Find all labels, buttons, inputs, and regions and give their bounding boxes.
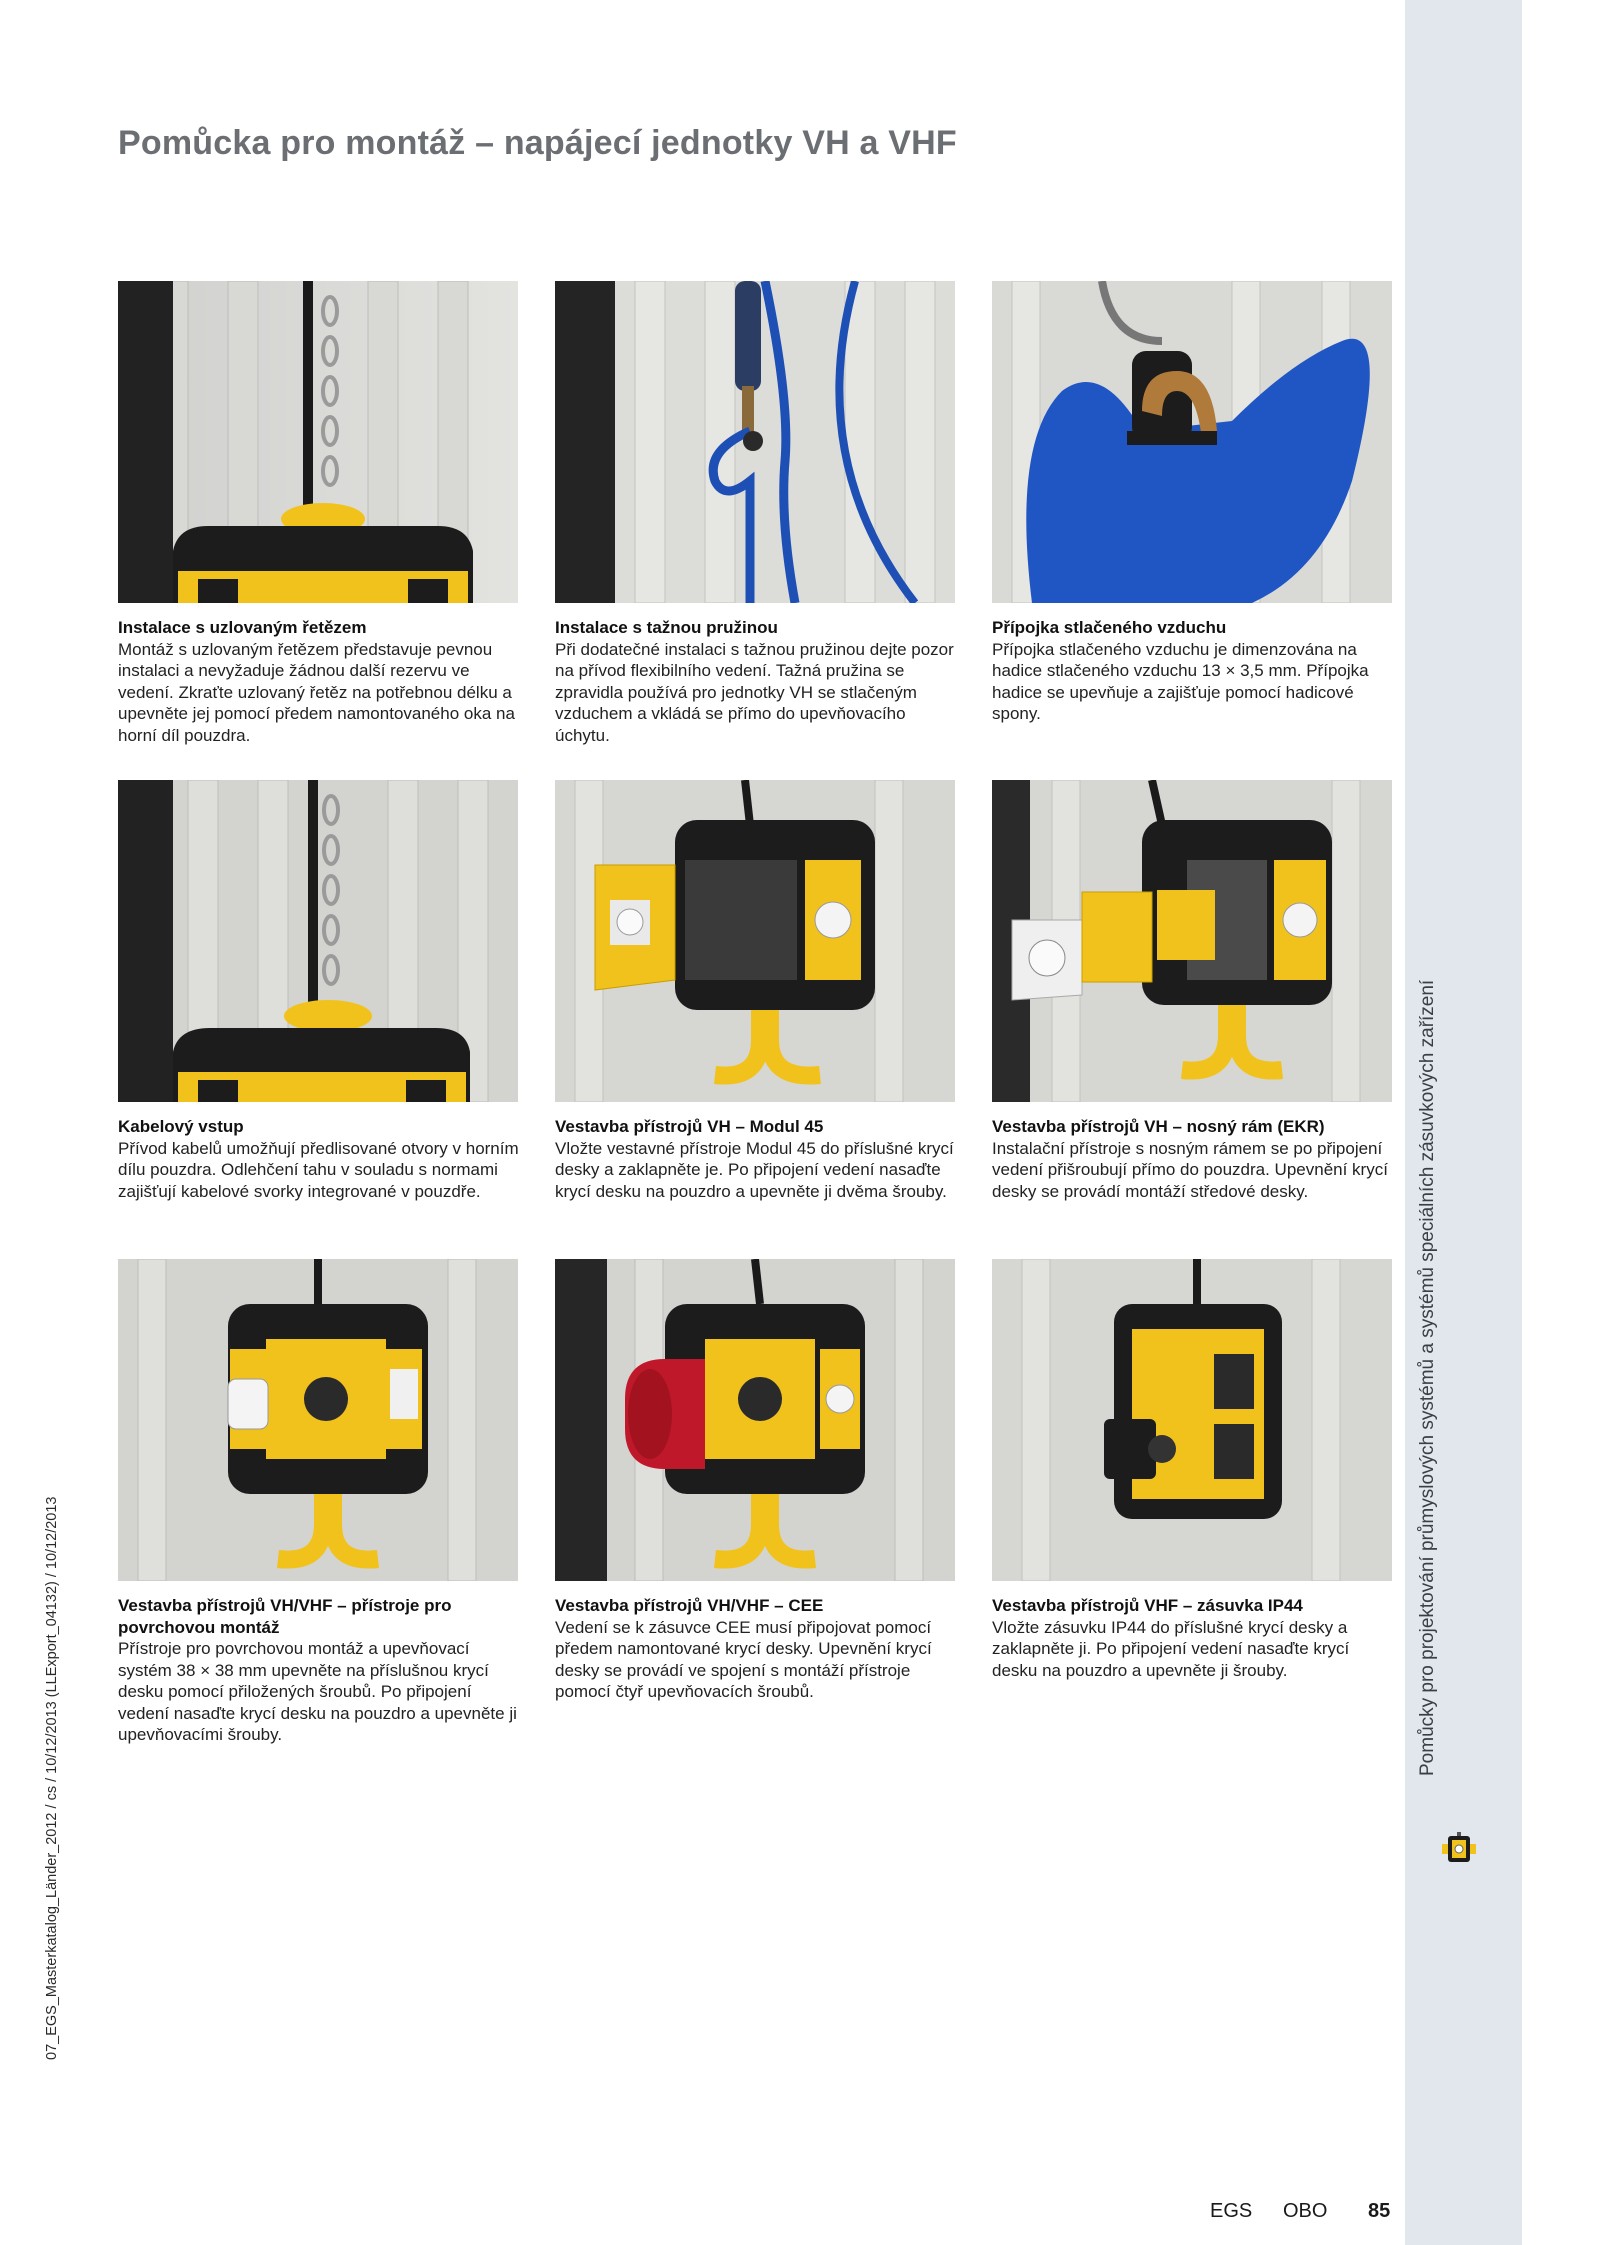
photo-knotted-chain [118,281,518,603]
photo-surface-mount [118,1259,518,1581]
photo-modul-45 [555,780,955,1102]
card-text: Montáž s uzlovaným řetězem představuje pevnou instalaci a nevyžaduje žádnou další rezervu ve vedení. Zkraťte uzlovaný řetěz na potřebnou délku a upevněte jej pomocí předem namontovaného oka na horní díl pouzdra. [118,639,515,745]
card-text: Při dodatečné instalaci s tažnou pružinou dejte pozor na přívod flexibilního vedení. Tažná pružina se zpravidla používá pro jednotky VH se stlačeným vzduchem a vkládá se přímo do upevňovacího úchytu. [555,639,954,745]
card-text: Přípojka stlačeného vzduchu je dimenzována na hadice stlačeného vzduchu 13 × 3,5 mm. Přípojka hadice se upevňuje a zajišťuje pomocí hadicové spony. [992,639,1369,723]
card-compressed-air [992,281,1394,725]
card-title: Vestavba přístrojů VHF – zásuvka IP44 [992,1596,1303,1615]
photo-compressed-air [992,281,1392,603]
footer-brand-egs: EGS [1210,2200,1253,2222]
card-cable-entry [118,780,520,1202]
document-meta: 07_EGS_Masterkatalog_Länder_2012 / cs / 10/12/2013 (LLExport_04132) / 10/12/2013 [44,1496,60,2060]
card-cee [555,1259,957,1703]
photo-ip44 [992,1259,1392,1581]
photo-support-frame [992,780,1392,1102]
photo-cee [555,1259,955,1581]
card-title: Instalace s uzlovaným řetězem [118,618,367,637]
card-title: Vestavba přístrojů VH – Modul 45 [555,1117,824,1136]
card-text: Vedení se k zásuvce CEE musí připojovat pomocí předem namontované krycí desky. Upevnění krycí desky se provádí ve spojení s montáží přístroje pomocí čtyř upevňovacích šroubů. [555,1617,932,1701]
card-title: Přípojka stlačeného vzduchu [992,618,1227,637]
page-title: Pomůcka pro montáž – napájecí jednotky VH a VHF [118,124,957,162]
card-title: Kabelový vstup [118,1117,244,1136]
card-title: Instalace s tažnou pružinou [555,618,778,637]
card-ip44 [992,1259,1394,1681]
card-title: Vestavba přístrojů VH/VHF – přístroje pro povrchovou montáž [118,1596,452,1637]
page-number: 85 [1368,2200,1391,2222]
card-text: Přívod kabelů umožňují předlisované otvory v horním dílu pouzdra. Odlehčení tahu v souladu s normami zajišťují kabelové svorky integrované v pouzdře. [118,1138,519,1201]
socket-unit-icon [1439,1832,1479,1868]
card-knotted-chain [118,281,520,746]
card-tension-spring [555,281,957,746]
sidebar-title: Pomůcky pro projektování průmyslových systémů a systémů speciálních zásuvkových zařízení [1417,979,1438,1776]
card-support-frame [992,780,1394,1202]
photo-cable-entry [118,780,518,1102]
card-title: Vestavba přístrojů VH/VHF – CEE [555,1596,824,1615]
photo-tension-spring [555,281,955,603]
card-text: Vložte zásuvku IP44 do příslušné krycí desky a zaklapněte ji. Po připojení vedení nasaďte krycí desku na pouzdro a upevněte ji šrouby. [992,1617,1350,1680]
card-surface-mount [118,1259,520,1746]
card-text: Instalační přístroje s nosným rámem se po připojení vedení přišroubují přímo do pouzdra. Upevnění krycí desky se provádí montáží středové desky. [992,1138,1388,1201]
card-text: Přístroje pro povrchovou montáž a upevňovací systém 38 × 38 mm upevněte na příslušnou krycí desku pomocí přiložených šroubů. Po připojení vedení nasaďte krycí desku na pouzdro a upevněte ji upevňovacími šrouby. [118,1639,517,1744]
card-title: Vestavba přístrojů VH – nosný rám (EKR) [992,1117,1325,1136]
card-text: Vložte vestavné přístroje Modul 45 do příslušné krycí desky a zaklapněte je. Po připojení vedení nasaďte krycí desku na pouzdro a upevněte ji dvěma šrouby. [555,1138,954,1201]
card-modul-45 [555,780,957,1202]
footer-brand-obo: OBO [1283,2200,1328,2222]
